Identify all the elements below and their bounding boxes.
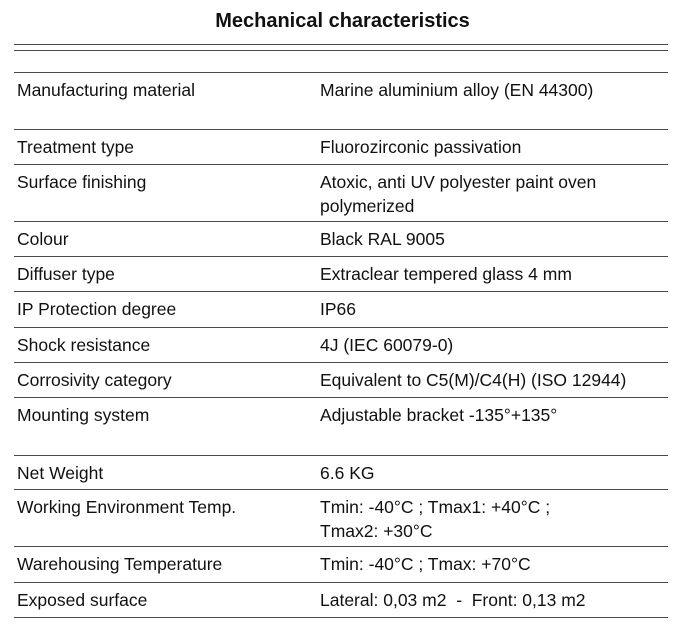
spec-value-working-temp-line2: Tmax2: +30°C <box>320 521 433 541</box>
spec-label-manufacturing-material: Manufacturing material <box>17 80 195 100</box>
spec-value-manufacturing-material: Marine aluminium alloy (EN 44300) <box>320 80 594 100</box>
spec-label-treatment-type: Treatment type <box>17 137 135 157</box>
row-divider <box>14 546 668 547</box>
row-divider <box>14 362 668 363</box>
spec-label-net-weight: Net Weight <box>17 463 104 483</box>
spec-value-ip-protection: IP66 <box>320 299 356 319</box>
spec-label-mounting-system: Mounting system <box>17 405 150 425</box>
spec-label-diffuser-type: Diffuser type <box>17 264 115 284</box>
spec-value-treatment-type: Fluorozirconic passivation <box>320 137 522 157</box>
row-divider <box>14 256 668 257</box>
header-rule-top <box>14 44 668 45</box>
spec-value-warehousing-temp: Tmin: -40°C ; Tmax: +70°C <box>320 554 531 574</box>
spec-value-surface-finishing: Atoxic, anti UV polyester paint oven <box>320 172 597 192</box>
row-divider <box>14 221 668 222</box>
spec-value-diffuser-type: Extraclear tempered glass 4 mm <box>320 264 572 284</box>
row-divider <box>14 291 668 292</box>
spec-value-shock-resistance: 4J (IEC 60079-0) <box>320 335 454 355</box>
page-title: Mechanical characteristics <box>215 10 470 32</box>
row-divider <box>14 129 668 130</box>
spec-label-exposed-surface: Exposed surface <box>17 590 148 610</box>
spec-label-colour: Colour <box>17 229 69 249</box>
spec-value-colour: Black RAL 9005 <box>320 229 445 249</box>
spec-value-mounting-system: Adjustable bracket -135°+135° <box>320 405 558 425</box>
spec-value-working-temp: Tmin: -40°C ; Tmax1: +40°C ; <box>320 497 551 517</box>
row-divider <box>14 489 668 490</box>
spec-label-corrosivity-category: Corrosivity category <box>17 370 172 390</box>
row-divider <box>14 582 668 583</box>
row-divider <box>14 164 668 165</box>
spec-label-working-temp: Working Environment Temp. <box>17 497 237 517</box>
row-divider <box>14 397 668 398</box>
spec-value-surface-finishing-line2: polymerized <box>320 196 415 216</box>
spec-value-exposed-surface: Lateral: 0,03 m2 - Front: 0,13 m2 <box>320 590 586 610</box>
row-divider <box>14 327 668 328</box>
row-divider <box>14 72 668 73</box>
spec-label-warehousing-temp: Warehousing Temperature <box>17 554 223 574</box>
table-bottom-rule <box>14 617 668 618</box>
spec-value-net-weight: 6.6 KG <box>320 463 375 483</box>
spec-label-shock-resistance: Shock resistance <box>17 335 151 355</box>
spec-label-surface-finishing: Surface finishing <box>17 172 147 192</box>
header-rule-bottom <box>14 50 668 51</box>
row-divider <box>14 455 668 456</box>
spec-label-ip-protection: IP Protection degree <box>17 299 177 319</box>
spec-value-corrosivity-category: Equivalent to C5(M)/C4(H) (ISO 12944) <box>320 370 627 390</box>
